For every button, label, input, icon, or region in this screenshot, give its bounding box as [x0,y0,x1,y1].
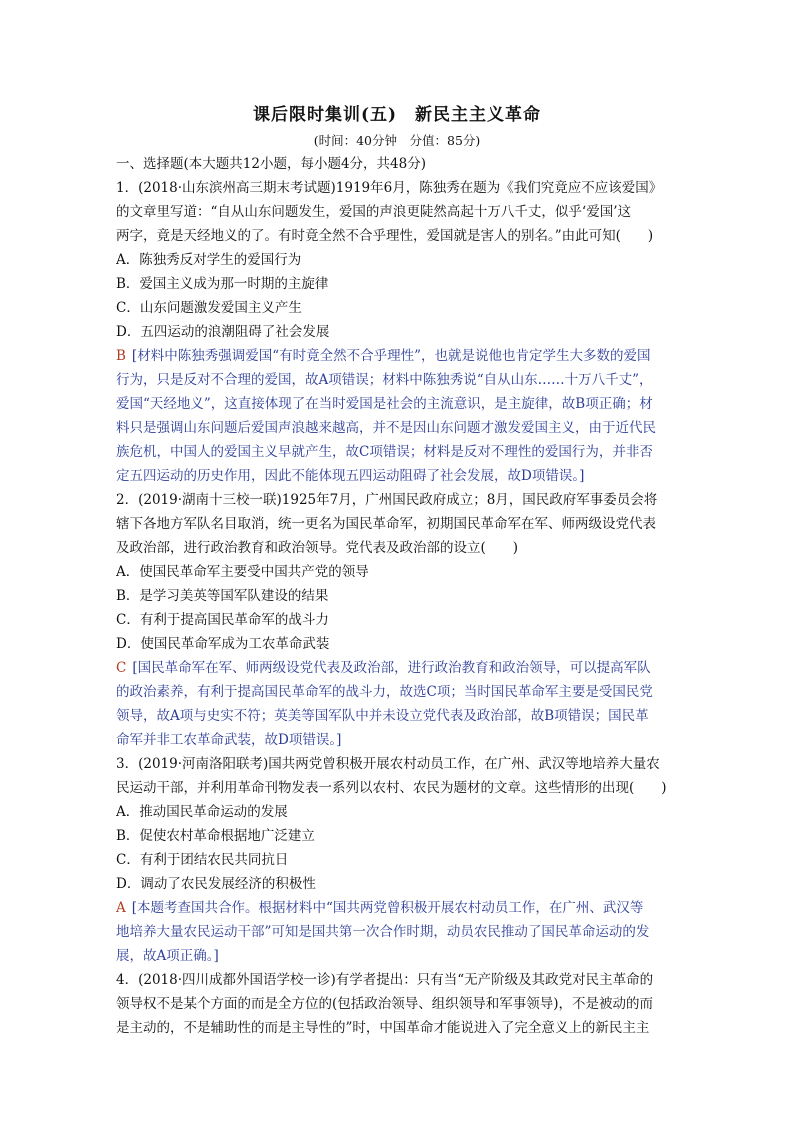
answer-line: 定五四运动的历史作用，因此不能体现五四运动阻碍了社会发展，故D项错误。] [116,468,585,484]
option-c: C．有利于提高国民革命军的战斗力 [116,612,329,628]
option-d: D．使国民革命军成为工农革命武装 [116,636,330,652]
answer-line: 族危机，中国人的爱国主义早就产生，故C项错误；材料是反对不理性的爱国行为，并非否 [116,444,653,460]
question-1 [116,176,682,488]
question-stem-line: 及政治部，进行政治教育和政治领导。党代表及政治部的设立( ) [116,540,519,556]
answer-line: 料只是强调山东问题后爱国声浪越来越高，并不是因山东问题才激发爱国主义，由于近代民 [116,420,656,436]
document-body [116,152,682,1040]
option-c: C．有利于团结农民共同抗日 [116,852,289,868]
question-stem-line: 是主动的，不是辅助性的而是主导性的”时，中国革命才能说进入了完全意义上的新民主主 [116,1020,650,1036]
section-heading: 一、选择题(本大题共12小题，每小题4分，共48分) [116,156,426,172]
question-stem-line: 的文章里写道：“自从山东问题发生，爱国的声浪更陡然高起十万八千丈，似乎‘爱国’这 [116,204,631,220]
answer-text: [材料中陈独秀强调爱国“有时竟全然不合乎理性”，也就是说他也肯定学生大多数的爱国 [131,348,651,364]
answer-line: 地培养大量农民运动干部”可知是国共第一次合作时期，动员农民推动了国民革命运动的发 [116,924,650,940]
option-b: B．是学习美英等国军队建设的结果 [116,588,329,604]
option-d: D．调动了农民发展经济的积极性 [116,876,316,892]
answer-line: 行为，只是反对不合理的爱国，故A项错误；材料中陈独秀说“自从山东……十万八千丈”， [116,372,653,388]
question-4 [116,968,682,1040]
option-a: A．推动国民革命运动的发展 [116,804,288,820]
question-3 [116,752,682,968]
answer-text: [国民革命军在军、师两级设党代表及政治部，进行政治教育和政治领导，可以提高军队 [132,660,651,676]
option-c: C．山东问题激发爱国主义产生 [116,300,302,316]
option-a: A．陈独秀反对学生的爱国行为 [116,252,302,268]
question-stem-line: 民运动干部，并利用革命刊物发表一系列以农村、农民为题材的文章。这些情形的出现( ) [116,780,667,796]
question-stem-line: 4．(2018·四川成都外国语学校一诊)有学者提出：只有当“无产阶级及其政党对民主革命的 [116,972,654,988]
question-stem-line: 3．(2019·河南洛阳联考)国共两党曾积极开展农村动员工作，在广州、武汉等地培养大量农 [116,756,660,772]
question-stem-line: 两字，竟是天经地义的了。有时竟全然不合乎理性，爱国就是害人的别名。”由此可知( ) [116,228,654,244]
answer-key: C [116,660,127,676]
question-stem-line: 辖下各地方军队名目取消，统一更名为国民革命军，初期国民革命军在军、师两级设党代表 [116,516,656,532]
option-b: B．爱国主义成为那一时期的主旋律 [116,276,329,292]
question-stem-line: 领导权不是某个方面的而是全方位的(包括政治领导、组织领导和军事领导)，不是被动的而 [116,996,654,1012]
answer-line [116,896,682,920]
option-d: D．五四运动的浪潮阻碍了社会发展 [116,324,330,340]
option-b: B．促使农村革命根据地广泛建立 [116,828,315,844]
answer-line: 领导，故A项与史实不符；英美等国军队中并未设立党代表及政治部，故B项错误；国民革 [116,708,649,724]
question-stem-line: 1．(2018·山东滨州高三期末考试题)1919年6月，陈独秀在题为《我们究竟应不应该爱国》 [116,180,663,196]
answer-line [116,656,682,680]
page-title: 课后限时集训(五) 新民主主义革命 [252,105,542,125]
answer-line: 命军并非工农革命武装，故D项错误。] [116,732,342,748]
answer-text: [本题考查国共合作。根据材料中“国共两党曾积极开展农村动员工作，在广州、武汉等 [131,900,644,916]
answer-line: 展，故A项正确。] [116,948,219,964]
answer-key: A [116,900,126,916]
time-score-info: (时间：40分钟 分值：85分) [313,133,481,148]
option-a: A．使国民革命军主要受中国共产党的领导 [116,564,369,580]
answer-line: 的政治素养，有利于提高国民革命军的战斗力，故选C项；当时国民革命军主要是受国民党 [116,684,653,700]
answer-line: 爱国“天经地义”，这直接体现了在当时爱国是社会的主流意识，是主旋律，故B项正确；材 [116,396,653,412]
answer-key: B [116,348,126,364]
question-stem-line: 2．(2019·湖南十三校一联)1925年7月，广州国民政府成立；8月，国民政府军事委员会将 [116,492,658,508]
answer-line [116,344,682,368]
question-2 [116,488,682,752]
